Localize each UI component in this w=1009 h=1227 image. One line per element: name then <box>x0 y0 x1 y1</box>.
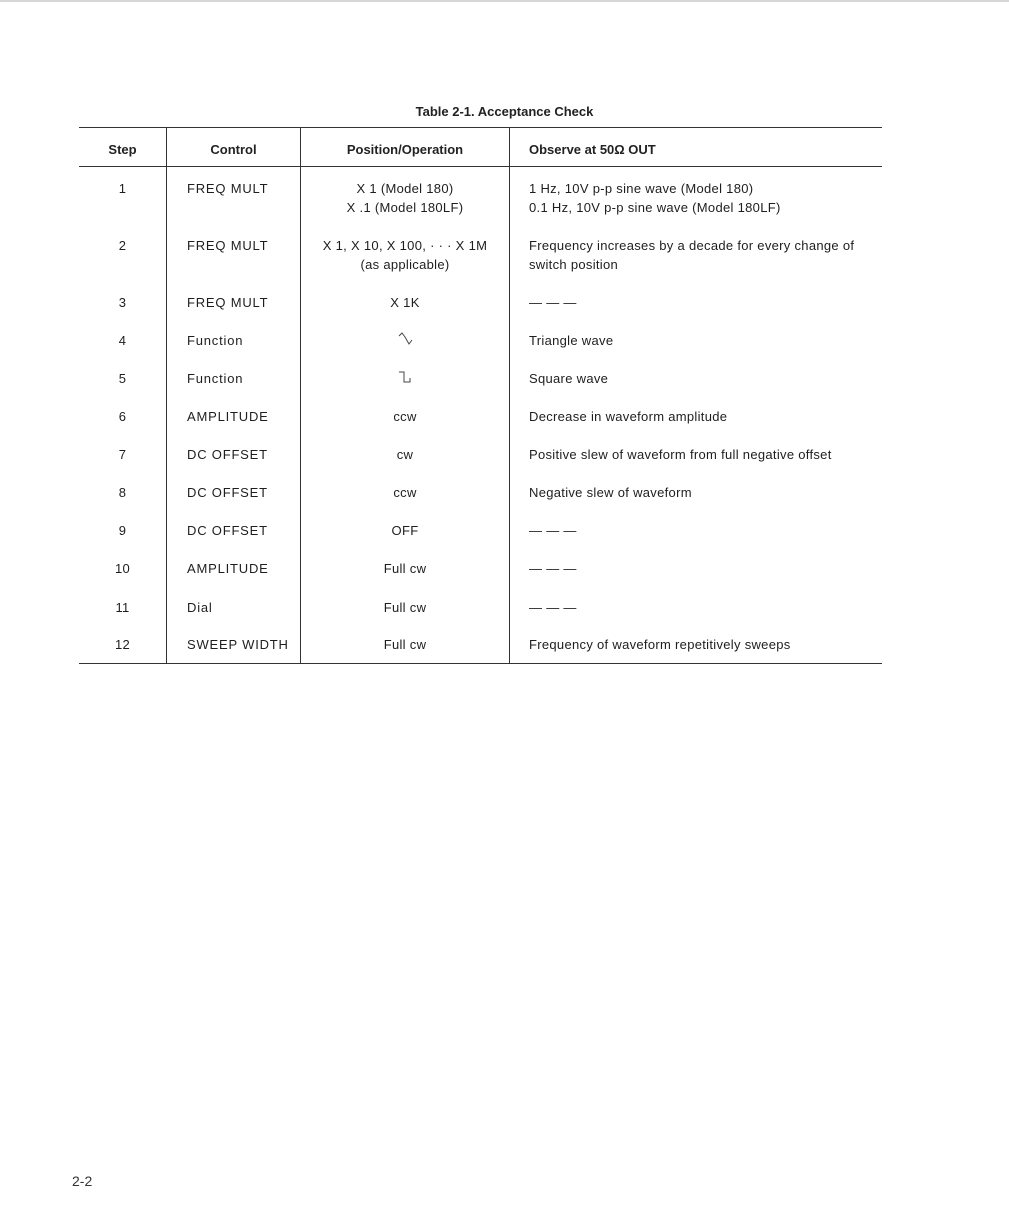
column-divider <box>509 128 510 663</box>
control-cell: SWEEP WIDTH <box>187 637 289 652</box>
observe-line: Triangle wave <box>529 333 614 348</box>
control-cell: Function <box>187 333 244 348</box>
header-control: Control <box>210 142 257 157</box>
observe-line: Positive slew of waveform from full negative offset <box>529 447 832 462</box>
observe-cell <box>529 483 879 502</box>
position-line: X 1, X 10, X 100, · · · X 1M <box>322 238 488 253</box>
page-number: 2-2 <box>72 1173 93 1189</box>
control-cell: AMPLITUDE <box>187 561 269 576</box>
observe-line: Negative slew of waveform <box>529 485 692 500</box>
position-cell <box>301 559 509 578</box>
position-cell <box>301 293 509 312</box>
position-cell <box>301 369 509 390</box>
observe-line: — — — <box>529 561 577 576</box>
table-title: Table 2-1. Acceptance Check <box>415 104 594 119</box>
control-cell: Dial <box>187 600 213 615</box>
observe-cell <box>529 331 879 350</box>
observe-cell <box>529 293 879 312</box>
position-line: Full cw <box>383 561 427 576</box>
position-line: (as applicable) <box>360 257 450 272</box>
position-cell <box>301 331 509 352</box>
observe-line: Square wave <box>529 371 609 386</box>
observe-cell <box>529 521 879 540</box>
observe-line: Decrease in waveform amplitude <box>529 409 728 424</box>
step-cell: 6 <box>118 409 127 424</box>
observe-cell <box>529 598 879 617</box>
position-line: cw <box>396 447 414 462</box>
position-line: Full cw <box>383 637 427 652</box>
step-cell: 12 <box>114 637 131 652</box>
step-cell: 9 <box>118 523 127 538</box>
header-observe: Observe at 50Ω OUT <box>529 142 656 157</box>
control-cell: Function <box>187 371 244 386</box>
step-cell: 8 <box>118 485 127 500</box>
step-cell: 4 <box>118 333 127 348</box>
step-cell: 2 <box>118 238 127 253</box>
position-cell <box>301 635 509 654</box>
observe-line: Frequency increases by a decade for every change of <box>529 238 855 253</box>
control-cell: DC OFFSET <box>187 447 268 462</box>
acceptance-check-table <box>79 127 882 664</box>
step-cell: 7 <box>118 447 127 462</box>
observe-cell <box>529 445 879 464</box>
header-rule <box>79 166 882 167</box>
step-cell: 10 <box>114 561 131 576</box>
position-line: ccw <box>393 485 417 500</box>
control-cell: FREQ MULT <box>187 295 269 310</box>
position-cell <box>301 483 509 502</box>
square-wave-icon <box>397 373 413 388</box>
observe-line: switch position <box>529 257 619 272</box>
position-cell <box>301 521 509 540</box>
step-cell: 5 <box>118 371 127 386</box>
observe-cell <box>529 635 879 654</box>
observe-line: — — — <box>529 600 577 615</box>
triangle-wave-icon <box>397 335 413 350</box>
control-cell: DC OFFSET <box>187 485 268 500</box>
control-cell: FREQ MULT <box>187 181 269 196</box>
observe-line: Frequency of waveform repetitively sweeps <box>529 637 791 652</box>
position-cell <box>301 445 509 464</box>
header-step: Step <box>108 142 137 157</box>
control-cell: AMPLITUDE <box>187 409 269 424</box>
observe-cell <box>529 407 879 426</box>
observe-line: 1 Hz, 10V p-p sine wave (Model 180) <box>529 181 754 196</box>
step-cell: 11 <box>115 600 130 615</box>
position-line: X 1 (Model 180) <box>356 181 454 196</box>
position-line: ccw <box>393 409 417 424</box>
position-cell <box>301 236 509 274</box>
observe-line: — — — <box>529 523 577 538</box>
observe-line: — — — <box>529 295 577 310</box>
control-cell: FREQ MULT <box>187 238 269 253</box>
observe-cell <box>529 559 879 578</box>
column-divider <box>166 128 167 663</box>
observe-cell <box>529 369 879 388</box>
observe-cell <box>529 236 879 274</box>
position-line: X .1 (Model 180LF) <box>346 200 464 215</box>
position-line: X 1K <box>390 295 420 310</box>
position-line: OFF <box>391 523 419 538</box>
position-cell <box>301 407 509 426</box>
position-cell <box>301 598 509 617</box>
control-cell: DC OFFSET <box>187 523 268 538</box>
position-line: Full cw <box>383 600 427 615</box>
step-cell: 1 <box>118 181 127 196</box>
position-cell <box>301 179 509 217</box>
observe-line: 0.1 Hz, 10V p-p sine wave (Model 180LF) <box>529 200 781 215</box>
page-top-edge <box>0 0 1009 2</box>
header-position: Position/Operation <box>346 142 464 157</box>
observe-cell <box>529 179 879 217</box>
step-cell: 3 <box>118 295 127 310</box>
